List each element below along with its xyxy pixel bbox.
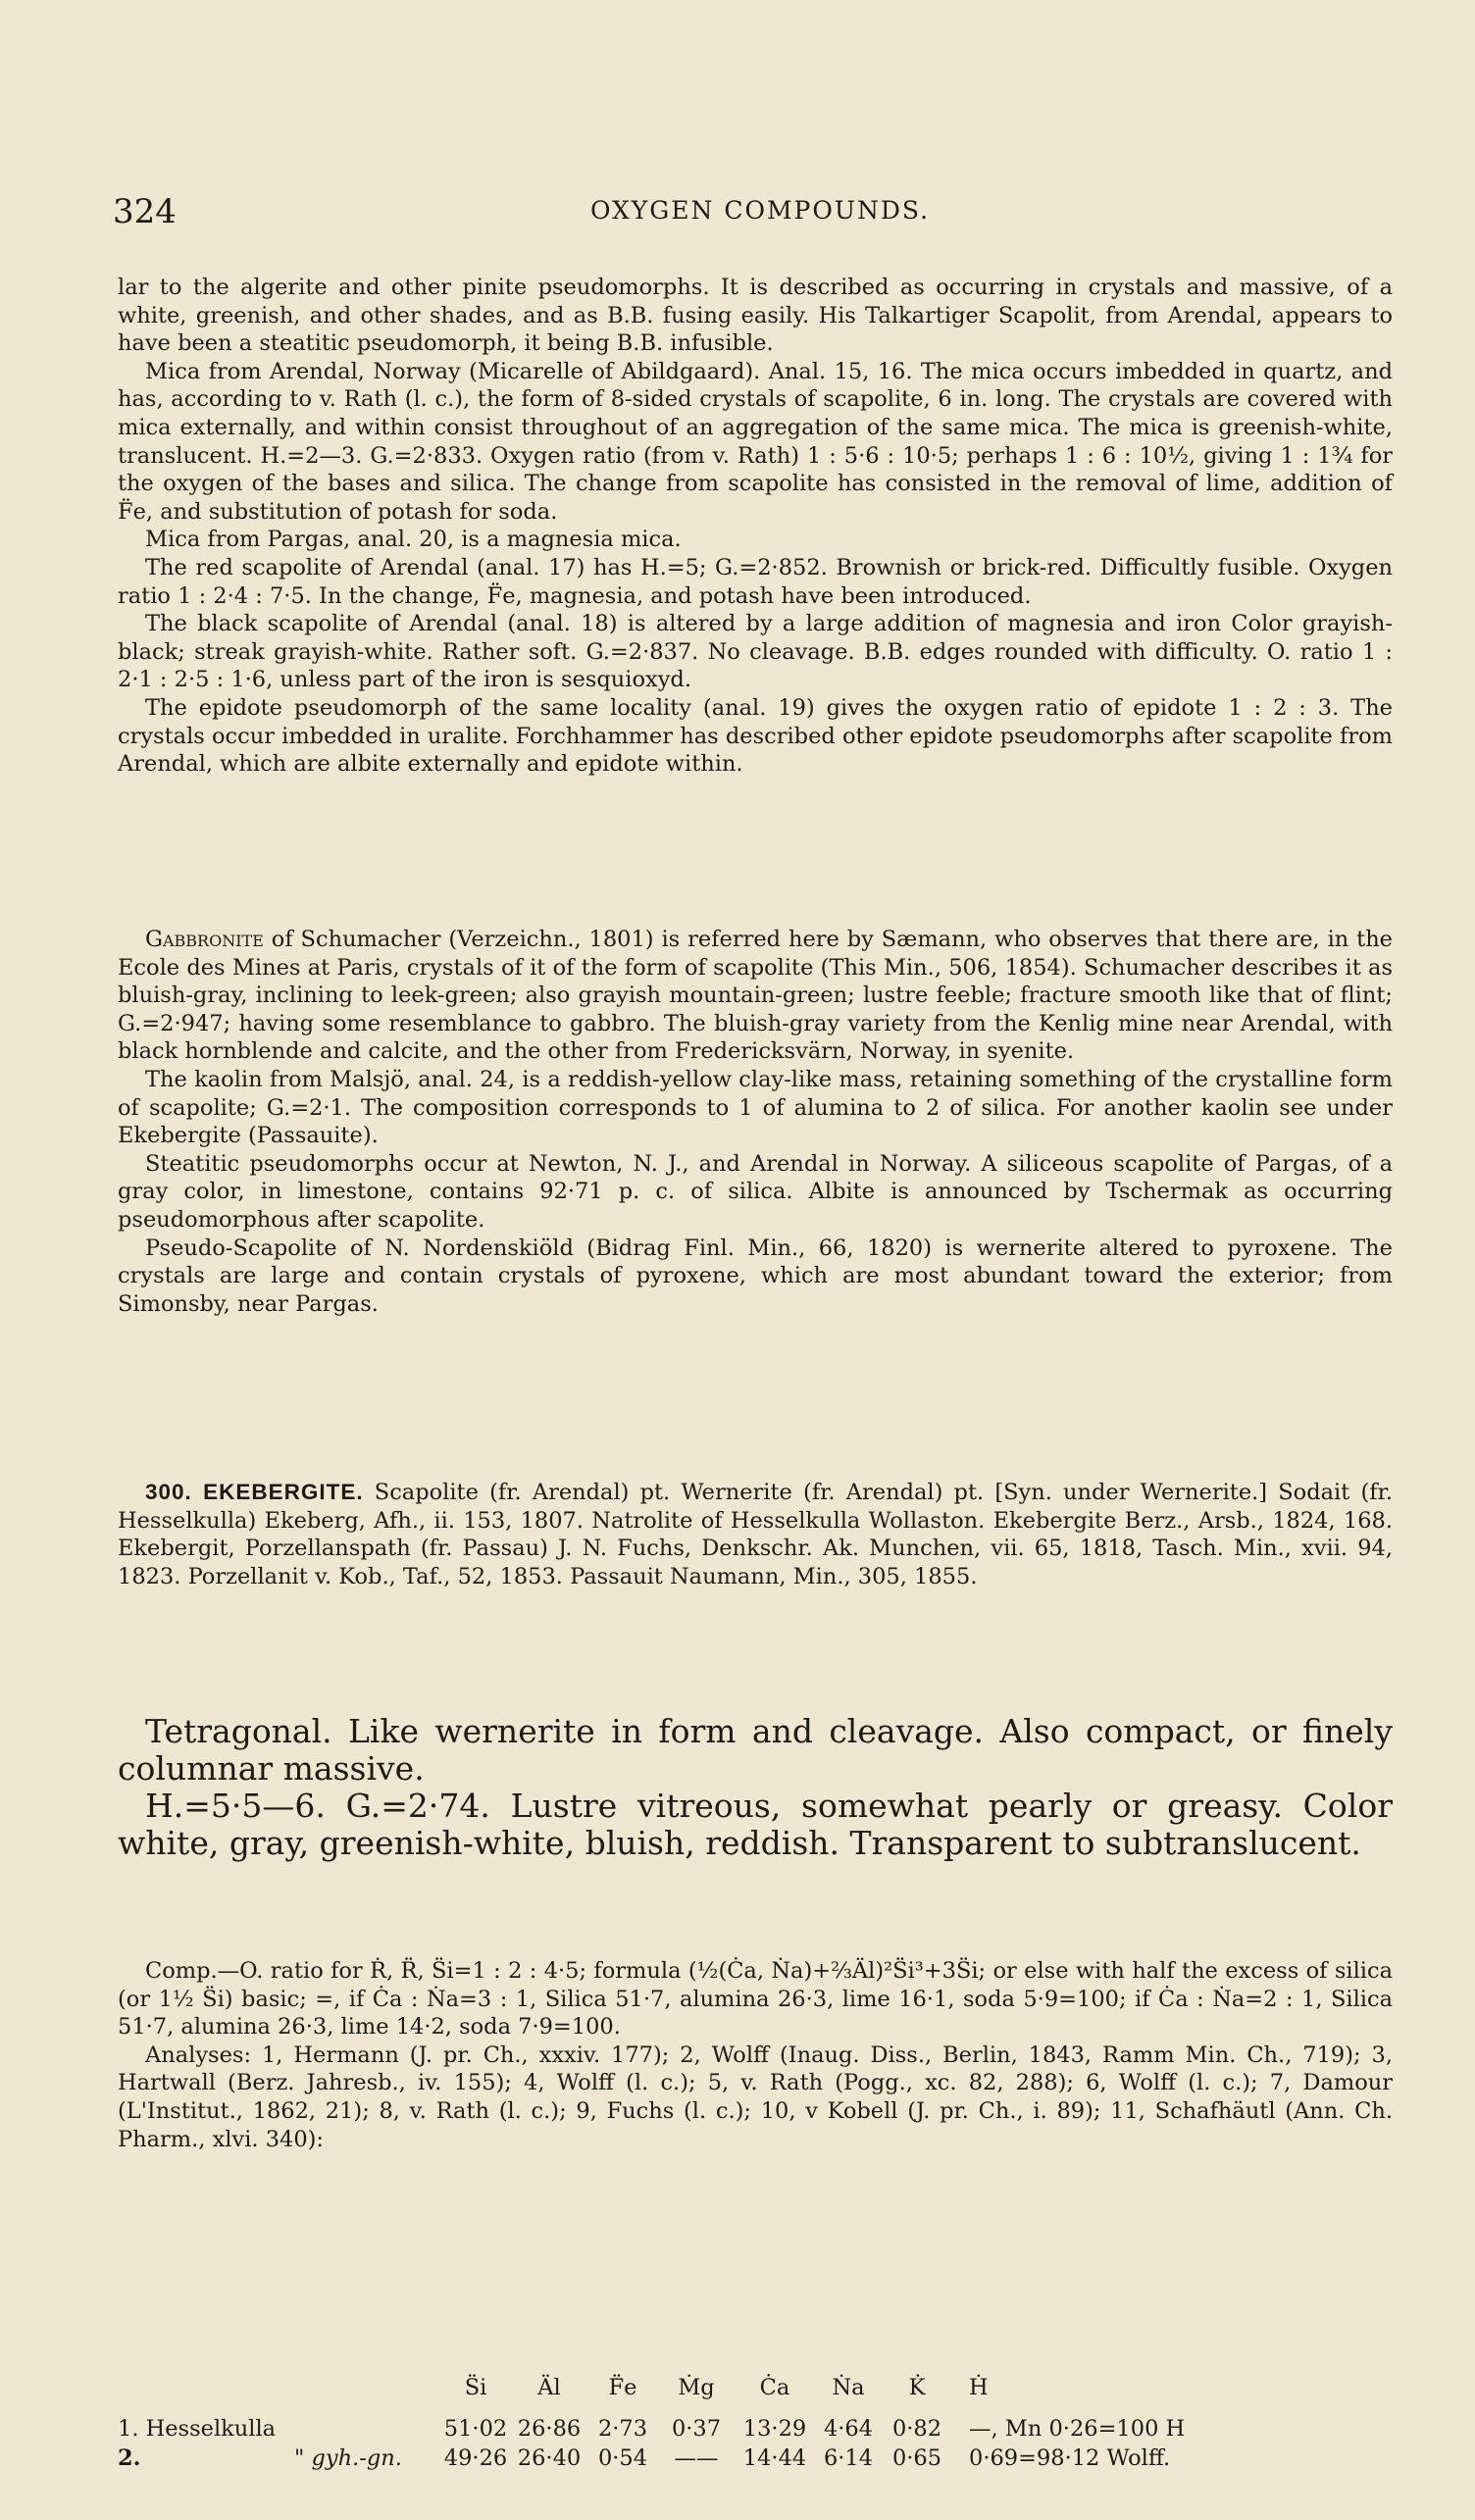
mineral-name: Gabbronite — [145, 927, 264, 952]
table-cell: 0·82 — [891, 2416, 942, 2442]
table-cell: —, Mn 0·26=100 H — [969, 2416, 1186, 2442]
table-cell: 51·02 — [443, 2416, 508, 2442]
column-header: Ḣ — [969, 2375, 989, 2400]
table-cell: 26·86 — [517, 2416, 582, 2442]
column-header: K̇ — [908, 2375, 926, 2400]
paragraph: The epidote pseudomorph of the same locality (anal. 19) gives the oxygen ratio of epidote 1 : 2 : 3. The crystals occur imbedded in uralite. Forchhammer has described other epidote pseudomorphs after scapolite from Arendal, which are albite externally and epidote within. — [118, 694, 1393, 778]
table-cell: 4·64 — [823, 2416, 874, 2442]
running-head: OXYGEN COMPOUNDS. — [589, 196, 931, 225]
page-number: 324 — [113, 192, 177, 231]
column-header: Ṁg — [678, 2375, 715, 2400]
page-header — [113, 192, 1407, 231]
paragraph: Tetragonal. Like wernerite in form and cleavage. Also compact, or finely columnar massive. — [118, 1712, 1393, 1788]
paragraph: The kaolin from Malsjö, anal. 24, is a reddish-yellow clay-like mass, retaining something of the crystalline form of scapolite; G.=2·1. The composition corresponds to 1 of alumina to 2 of silica. For another kaolin see under Ekebergite (Passauite). — [118, 1066, 1393, 1149]
table-cell: 0·54 — [597, 2445, 648, 2471]
table-cell: 26·40 — [517, 2445, 582, 2471]
table-cell: 2·73 — [597, 2416, 648, 2442]
table-cell: 6·14 — [823, 2445, 874, 2471]
row-sublabel — [294, 2414, 441, 2444]
column-header: Äl — [537, 2375, 561, 2400]
ekebergite-synonymy — [118, 1479, 1393, 1590]
ekebergite-description — [118, 1713, 1393, 1862]
paragraph: Pseudo-Scapolite of N. Nordenskiöld (Bidrag Finl. Min., 66, 1820) is wernerite altered to pyroxene. The crystals are large and contain crystals of pyroxene, which are most abundant toward the exterior; from Simonsby, near Pargas. — [118, 1235, 1393, 1317]
row-sublabel: " gyh.-gn. — [294, 2445, 402, 2471]
table-cell: —— — [674, 2445, 719, 2471]
table-cell: 14·44 — [742, 2445, 807, 2471]
row-label: 2. — [118, 2445, 141, 2471]
column-header: Ċa — [759, 2375, 790, 2400]
paragraph: Analyses: 1, Hermann (J. pr. Ch., xxxiv. 177); 2, Wolff (Inaug. Diss., Berlin, 1843, Ramm Min. Ch., 719); 3, Hartwall (Berz. Jahresb., iv. 155); 4, Wolff (l. c.); 5, v. Rath (Pogg., xc. 82, 288); 6, Wolff (l. c.); 7, Damour (L'Institut., 1862, 21); 8, v. Rath (l. c.); 9, Fuchs (l. c.); 10, v Kobell (J. pr. Ch., i. 89); 11, Schafhäutl (Ann. Ch. Pharm., xlvi. 340): — [118, 2041, 1393, 2152]
table-cell: 0·65 — [891, 2445, 942, 2471]
paragraph: Comp.—O. ratio for Ṙ, R̈, S̈i=1 : 2 : 4·5; formula (½(Ċa, Ṅa)+⅔Äl)²S̈i³+3S̈i; or else with half the excess of silica (or 1½ S̈i) basic; =, if Ċa : Ṅa=3 : 1, Silica 51·7, alumina 26·3, lime 16·1, soda 5·9=100; if Ċa : Ṅa=2 : 1, Silica 51·7, alumina 26·3, lime 14·2, soda 7·9=100. — [118, 1958, 1393, 2041]
species-heading: 300. EKEBERGITE. — [145, 1480, 364, 1504]
paragraph: lar to the algerite and other pinite pseudomorphs. It is described as occurring in crystals and massive, of a white, greenish, and other shades, and as B.B. fusing easily. His Talkartiger Scapolit, from Arendal, appears to have been a steatitic pseudomorph, it being B.B. infusible. — [118, 275, 1393, 357]
analyses-table — [118, 2373, 1393, 2473]
pseudomorph-notes — [118, 274, 1393, 779]
row-label: 1. Hesselkulla — [118, 2416, 277, 2442]
analyses-table-wrapper — [118, 2373, 1393, 2473]
paragraph-text: of Schumacher (Verzeichn., 1801) is referred here by Sæmann, who observes that there are, in the Ecole des Mines at Paris, crystals of it of the form of scapolite (This Min., 506, 1854). Schumacher describes it as bluish-gray, inclining to leek-green; also grayish mountain-green; lustre feeble; fracture smooth like that of flint; G.=2·947; having some resemblance to gabbro. The bluish-gray variety from the Kenlig mine near Arendal, with black hornblende and calcite, and the other from Fredericksvärn, Norway, in syenite. — [118, 927, 1393, 1065]
column-header: S̈i — [464, 2375, 487, 2400]
table-cell: 49·26 — [443, 2445, 508, 2471]
gabbronite-notes — [118, 926, 1393, 1318]
paragraph: The red scapolite of Arendal (anal. 17) has H.=5; G.=2·852. Brownish or brick-red. Difficultly fusible. Oxygen ratio 1 : 2·4 : 7·5. In the change, F̈e, magnesia, and potash have been introduced. — [118, 554, 1393, 609]
paragraph: H.=5·5—6. G.=2·74. Lustre vitreous, somewhat pearly or greasy. Color white, gray, greenish-white, bluish, reddish. Transparent to subtranslucent. — [118, 1787, 1393, 1862]
table-cell: 0·69=98·12 Wolff. — [969, 2445, 1171, 2471]
paragraph: Mica from Pargas, anal. 20, is a magnesia mica. — [145, 527, 682, 553]
synonymy-text: Scapolite (fr. Arendal) pt. Wernerite (fr. Arendal) pt. [Syn. under Wernerite.] Sodait (fr. Hesselkulla) Ekeberg, Afh., ii. 153, 1807. Natrolite of Hesselkulla Wollaston. Ekebergite Berz., Arsb., 1824, 168. Ekebergit, Porzellanspath (fr. Passau) J. N. Fuchs, Denkschr. Ak. Munchen, vii. 65, 1818, Tasch. Min., xvii. 94, 1823. Porzellanit v. Kob., Taf., 52, 1853. Passauit Naumann, Min., 305, 1855. — [118, 1480, 1394, 1589]
paragraph — [118, 1479, 1393, 1590]
column-header: F̈e — [608, 2375, 637, 2400]
paragraph: The black scapolite of Arendal (anal. 18) is altered by a large addition of magnesia and iron Color grayish-black; streak grayish-white. Rather soft. G.=2·837. No cleavage. B.B. edges rounded with difficulty. O. ratio 1 : 2·1 : 2·5 : 1·6, unless part of the iron is sesquioxyd. — [118, 611, 1393, 693]
table-row — [118, 2444, 1393, 2473]
paragraph — [118, 926, 1393, 1066]
column-header: Ṅa — [832, 2375, 865, 2400]
paragraph: Mica from Arendal, Norway (Micarelle of Abildgaard). Anal. 15, 16. The mica occurs imbedded in quartz, and has, according to v. Rath (l. c.), the form of 8-sided crystals of scapolite, 6 in. long. The crystals are covered with mica externally, and within consist throughout of an aggregation of the same mica. The mica is greenish-white, translucent. H.=2—3. G.=2·833. Oxygen ratio (from v. Rath) 1 : 5·6 : 10·5; perhaps 1 : 6 : 10½, giving 1 : 1¾ for the oxygen of the bases and silica. The change from scapolite has consisted in the removal of lime, addition of F̈e, and substitution of potash for soda. — [118, 358, 1393, 525]
table-header-row — [118, 2373, 1393, 2414]
paragraph: Steatitic pseudomorphs occur at Newton, N. J., and Arendal in Norway. A siliceous scapolite of Pargas, of a gray color, in limestone, contains 92·71 p. c. of silica. Albite is announced by Tschermak as occurring pseudomorphous after scapolite. — [118, 1150, 1393, 1233]
table-cell: 0·37 — [671, 2416, 722, 2442]
table-cell: 13·29 — [742, 2416, 807, 2442]
ekebergite-composition — [118, 1957, 1393, 2153]
table-row — [118, 2414, 1393, 2444]
